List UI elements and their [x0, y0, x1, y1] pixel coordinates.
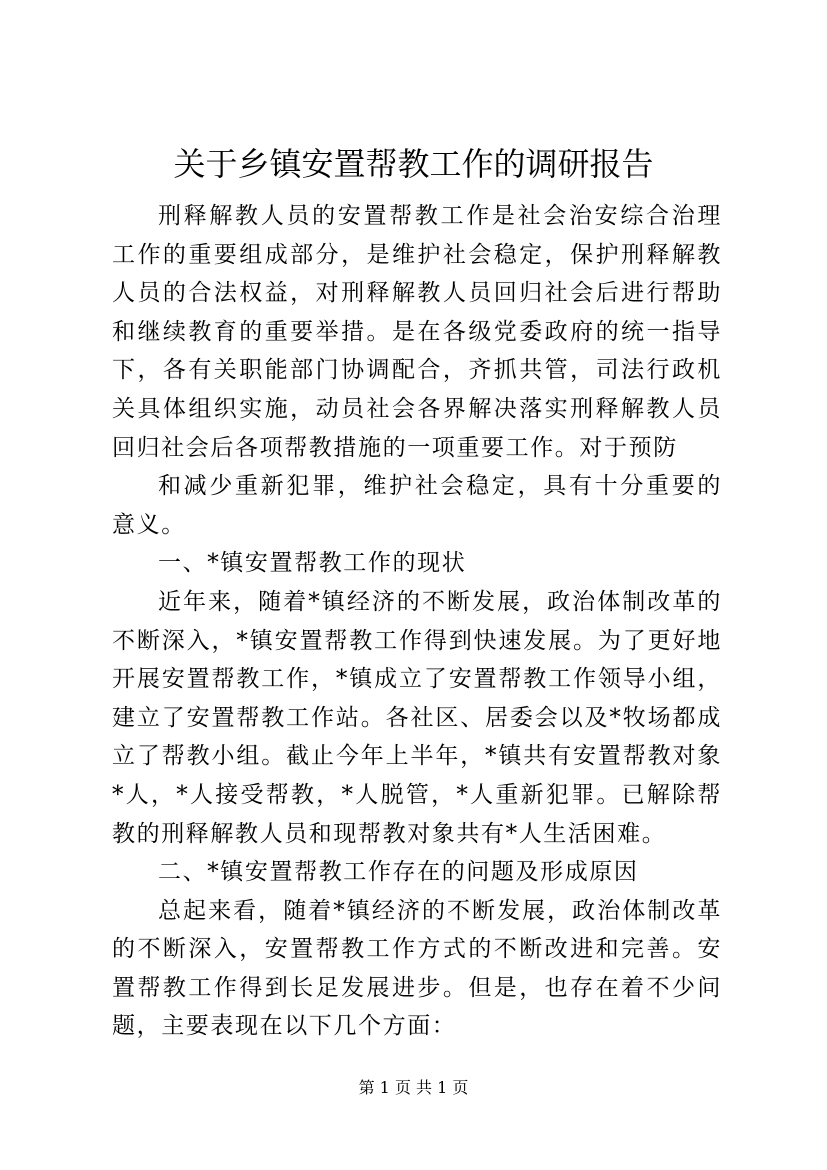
page-number-footer: 第 1 页 共 1 页 [358, 1078, 469, 1097]
page-title: 关于乡镇安置帮教工作的调研报告 [173, 145, 654, 183]
paragraph-intro-continued: 和减少重新犯罪，维护社会稳定，具有十分重要的意义。 [112, 473, 722, 538]
section-heading-problems: 二、*镇安置帮教工作存在的问题及形成原因 [158, 859, 639, 886]
document-body [112, 197, 722, 1046]
paragraph-status: 近年来，随着*镇经济的不断发展，政治体制改革的不断深入，*镇安置帮教工作得到快速发展。为了更好地开展安置帮教工作，*镇成立了安置帮教工作领导小组，建立了安置帮教工作站。各社区、居委会以及*牧场都成立了帮教小组。截止今年上半年，*镇共有安置帮教对象*人，*人接受帮教，*人脱管，*人重新犯罪。已解除帮教的刑释解教人员和现帮教对象共有*人生活困难。 [112, 588, 722, 847]
paragraph-problems: 总起来看，随着*镇经济的不断发展，政治体制改革的不断深入，安置帮教工作方式的不断改进和完善。安置帮教工作得到长足发展进步。但是，也存在着不少问题，主要表现在以下几个方面： [112, 897, 722, 1040]
paragraph-intro: 刑释解教人员的安置帮教工作是社会治安综合治理工作的重要组成部分，是维护社会稳定，保护刑释解教人员的合法权益，对刑释解教人员回归社会后进行帮助和继续教育的重要举措。是在各级党委政府的统一指导下，各有关职能部门协调配合，齐抓共管，司法行政机关具体组织实施，动员社会各界解决落实刑释解教人员回归社会后各项帮教措施的一项重要工作。对于预防 [112, 203, 722, 461]
section-heading-status: 一、*镇安置帮教工作的现状 [158, 550, 467, 577]
